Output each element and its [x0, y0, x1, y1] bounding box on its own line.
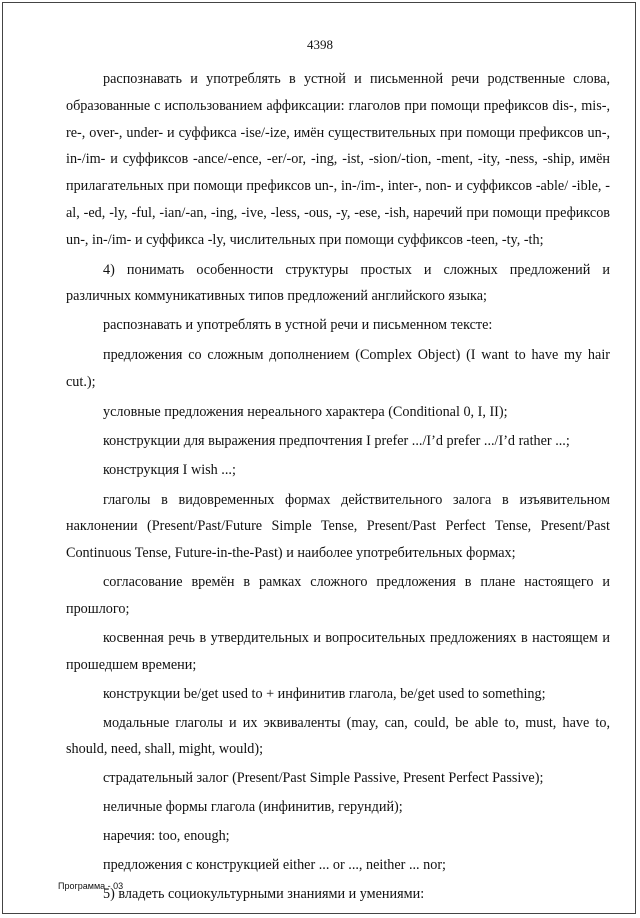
paragraph: модальные глаголы и их эквиваленты (may, can, could, be able to, must, have to, should, need, shall, might, would);: [66, 714, 610, 758]
paragraph: согласование времён в рамках сложного предложения в плане настоящего и прошлого;: [66, 574, 610, 617]
paragraph: условные предложения нереального характера (Conditional 0, I, II);: [103, 403, 508, 420]
paragraph: 5) владеть социокультурными знаниями и умениями:: [103, 886, 425, 903]
paragraph: неличные формы глагола (инфинитив, герундий);: [103, 799, 403, 816]
paragraph: предложения со сложным дополнением (Complex Object) (I want to have my hair cut.);: [66, 347, 610, 390]
paragraph: конструкция I wish ...;: [103, 461, 236, 478]
paragraph: косвенная речь в утвердительных и вопросительных предложениях в настоящем и прошедшем времени;: [66, 629, 610, 673]
paragraph: распознавать и употреблять в устной и письменной речи родственные слова, образованные с использованием аффиксации: глаголов при помощи префиксов dis-, mis-, re-, over-, under- и суффикса -ise/-ize, имён существительных при помощи префиксов un-, in-/im- и суффиксов -ance/-ence, -er/-or, -ing, -ist, -sion/-tion, -ment, -ity, -ness, -ship, имён прилагательных при помощи префиксов un-, in-/im-, inter-, non- и суффиксов -able/ -ible, -al, -ed, -ly, -ful, -ian/-an, -ing, -ive, -less, -ous, -y, -ese, -ish, наречий при помощи префиксов un-, in-/im- и суффикса -ly, числительных при помощи суффиксов -teen, -ty, -th;: [66, 71, 610, 248]
paragraph: конструкции be/get used to + инфинитив глагола, be/get used to something;: [103, 685, 546, 702]
document-body: [66, 66, 610, 910]
paragraph: предложения с конструкцией either ... or ..., neither ... nor;: [103, 857, 446, 874]
page-number: 4398: [307, 37, 333, 52]
footer-label: Программа - 03: [58, 881, 124, 891]
paragraph: конструкции для выражения предпочтения I prefer .../I’d prefer .../I’d rather ...;: [103, 432, 570, 449]
paragraph: страдательный залог (Present/Past Simple Passive, Present Perfect Passive);: [103, 770, 544, 787]
paragraph: распознавать и употреблять в устной речи и письменном тексте:: [103, 317, 493, 334]
paragraph: 4) понимать особенности структуры простых и сложных предложений и различных коммуникативных типов предложений английского языка;: [66, 261, 610, 305]
paragraph: наречия: too, enough;: [103, 828, 230, 845]
paragraph: глаголы в видовременных формах действительного залога в изъявительном наклонении (Present/Past/Future Simple Tense, Present/Past Perfect Tense, Present/Past Continuous Tense, Future-in-the-Past) и наиболее употребительных формах;: [66, 491, 610, 562]
